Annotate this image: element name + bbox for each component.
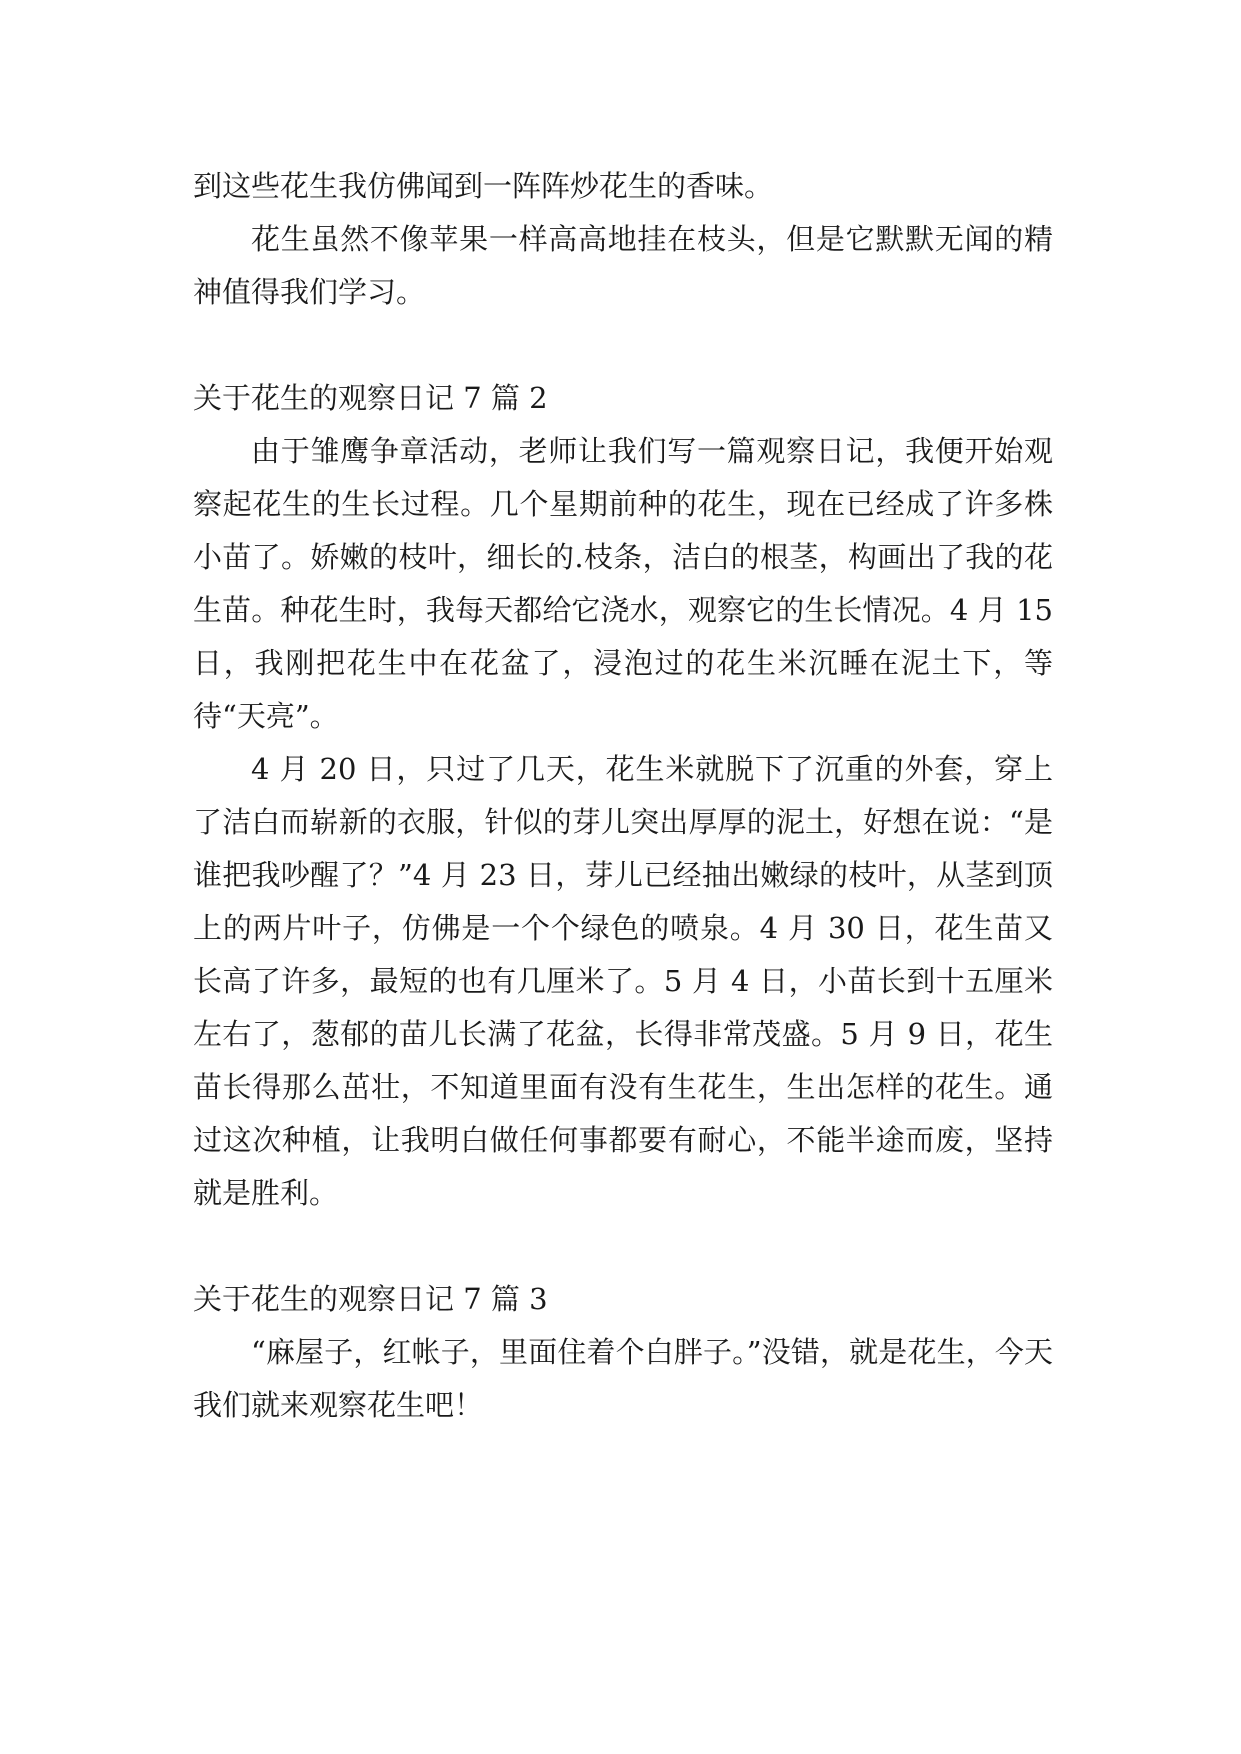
paragraph: 由于雏鹰争章活动，老师让我们写一篇观察日记，我便开始观察起花生的生长过程。几个星期前种的花生，现在已经成了许多株小苗了。娇嫩的枝叶，细长的.枝条，洁白的根茎，构画出了我的花生苗。种花生时，我每天都给它浇水，观察它的生长情况。4 月 15 日，我刚把花生中在花盆了，浸泡过的花生米沉睡在泥土下，等待“天亮”。 <box>193 434 1053 733</box>
paragraph: 4 月 20 日，只过了几天，花生米就脱下了沉重的外套，穿上了洁白而崭新的衣服，针似的芽儿突出厚厚的泥土，好想在说：“是谁把我吵醒了？”4 月 23 日，芽儿已经抽出嫩绿的枝叶，从茎到顶上的两片叶子，仿佛是一个个绿色的喷泉。4 月 30 日，花生苗又长高了许多，最短的也有几厘米了。5 月 4 日，小苗长到十五厘米左右了，葱郁的苗儿长满了花盆，长得非常茂盛。5 月 9 日，花生苗长得那么茁壮，不知道里面有没有生花生，生出怎样的花生。通过这次种植，让我明白做任何事都要有耐心，不能半途而废，坚持就是胜利。 <box>193 752 1053 1210</box>
paragraph-continued: 到这些花生我仿佛闻到一阵阵炒花生的香味。 <box>193 169 774 203</box>
document-body <box>193 160 1053 1432</box>
section-heading: 关于花生的观察日记 7 篇 3 <box>193 1282 548 1316</box>
section-heading: 关于花生的观察日记 7 篇 2 <box>193 381 548 415</box>
paragraph: 花生虽然不像苹果一样高高地挂在枝头，但是它默默无闻的精神值得我们学习。 <box>193 222 1053 309</box>
paragraph: “麻屋子，红帐子，里面住着个白胖子。”没错，就是花生，今天我们就来观察花生吧！ <box>193 1335 1053 1422</box>
